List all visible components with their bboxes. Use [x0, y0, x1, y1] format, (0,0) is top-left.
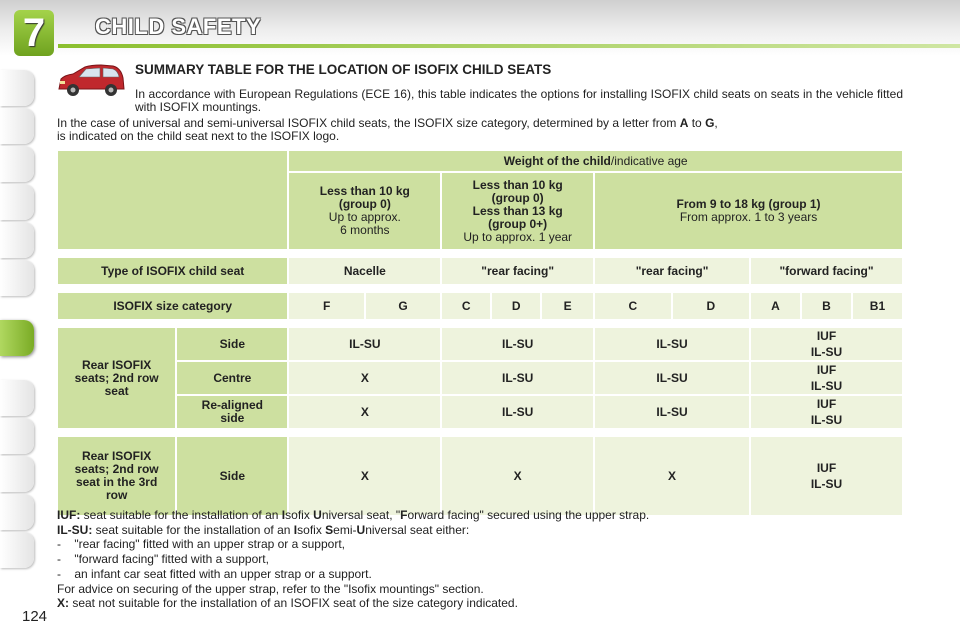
type-label: Type of ISOFIX child seat	[58, 258, 287, 284]
group-0plus-label-2: (group 0+)	[488, 216, 548, 231]
value-cell: IL-SU	[442, 396, 593, 428]
size-cell: A	[751, 293, 800, 319]
chapter-tab-11[interactable]	[0, 494, 34, 530]
intro-comma: ,	[714, 116, 718, 130]
isofix-summary-table	[56, 149, 904, 517]
chapter-tab-10[interactable]	[0, 456, 34, 492]
car-icon	[55, 62, 127, 100]
type-cell: "forward facing"	[751, 258, 902, 284]
legend-ilsu	[57, 523, 917, 538]
chapter-tab-12[interactable]	[0, 532, 34, 568]
seat-label-line: row	[105, 488, 128, 502]
rear-3rd-row-seat-label	[58, 437, 175, 515]
chapter-tab-2[interactable]	[0, 108, 34, 144]
legend-text: sofix	[285, 508, 314, 522]
value-cell: X	[289, 396, 440, 428]
seat-label-line: seats; 2nd row	[74, 462, 159, 476]
value-cell-iuf	[751, 362, 902, 394]
legend-text: seat not suitable for the installation of an ISOFIX seat of the size category indicated.	[69, 596, 518, 611]
size-cell: G	[366, 293, 440, 319]
rear-2nd-row-seat-label	[58, 328, 175, 428]
weight-header-rest: /indicative age	[610, 153, 688, 168]
group-0plus-label-1: (group 0)	[491, 190, 544, 205]
value-cell: IL-SU	[595, 362, 749, 394]
type-cell: "rear facing"	[595, 258, 749, 284]
group-1-weight: From 9 to 18 kg (group 1)	[676, 197, 821, 211]
chapter-tab-8[interactable]	[0, 380, 34, 416]
position-label-line: Re-aligned	[201, 398, 263, 412]
type-cell: Nacelle	[289, 258, 440, 284]
size-cell: C	[595, 293, 670, 319]
section-title: SUMMARY TABLE FOR THE LOCATION OF ISOFIX CHILD SEATS	[135, 62, 552, 77]
legend-text: niversal seat either:	[365, 522, 470, 537]
legend-text: seat suitable for the installation of an	[80, 508, 282, 522]
letter-to: G	[705, 116, 715, 130]
ilsu-value: IL-SU	[810, 345, 843, 359]
iuf-value: IUF	[816, 461, 837, 475]
legend-letter: I	[281, 508, 286, 522]
value-cell-iuf	[751, 328, 902, 360]
weight-header	[289, 151, 902, 171]
weight-header-bold: Weight of the child	[503, 153, 611, 168]
group-0-age-1: Up to approx.	[328, 210, 401, 224]
iuf-value: IUF	[816, 329, 837, 343]
position-label-line: side	[220, 411, 245, 425]
chapter-number: 7	[14, 10, 54, 56]
intro-text: In the case of universal and semi-universal ISOFIX child seats, the ISOFIX size category, determined by a letter from	[57, 116, 680, 130]
legend-bullet: - an infant car seat fitted with an upper strap or a support.	[57, 566, 372, 581]
chapter-tab-3[interactable]	[0, 146, 34, 182]
size-cell: F	[289, 293, 363, 319]
seat-label-line: seat	[104, 383, 129, 398]
size-cell: E	[542, 293, 593, 319]
group-0plus-weight-2: Less than 13 kg	[472, 203, 563, 218]
legend-advice: For advice on securing of the upper strap, refer to the "Isofix mountings" section.	[57, 581, 484, 596]
value-cell-iuf	[751, 396, 902, 428]
page-number: 124	[22, 608, 48, 625]
ilsu-value: IL-SU	[810, 413, 843, 427]
value-cell: X	[289, 362, 440, 394]
chapter-tab-4[interactable]	[0, 184, 34, 220]
iuf-value: IUF	[816, 363, 837, 377]
value-cell: X	[595, 437, 749, 515]
seat-label-line: seats; 2nd row	[74, 370, 159, 385]
legend-text: sofix	[297, 522, 326, 537]
legend-key: IUF:	[57, 508, 81, 522]
value-cell: X	[442, 437, 593, 515]
position-side: Side	[177, 437, 287, 515]
value-cell: IL-SU	[442, 362, 593, 394]
size-cell: D	[673, 293, 749, 319]
legend-key: IL-SU:	[57, 522, 93, 537]
intro-paragraph: In accordance with European Regulations (ECE 16), this table indicates the options for installing ISOFIX child seats on seats in the vehicle fitted with ISOFIX mountings.	[135, 87, 903, 114]
group-0plus-age: Up to approx. 1 year	[463, 229, 573, 244]
chapter-title: CHILD SAFETY	[95, 14, 262, 39]
position-realigned-side	[177, 396, 287, 428]
value-cell: IL-SU	[595, 328, 749, 360]
legend-iuf	[57, 508, 917, 523]
legend-letter: S	[325, 522, 334, 537]
ilsu-value: IL-SU	[810, 379, 843, 393]
letter-from: A	[679, 116, 689, 130]
chapter-tab-5[interactable]	[0, 222, 34, 258]
value-cell: IL-SU	[595, 396, 749, 428]
size-category-paragraph	[57, 117, 903, 143]
group-0-header	[289, 173, 440, 249]
group-0-label: (group 0)	[338, 197, 391, 211]
chapter-tab-7-active[interactable]	[0, 320, 34, 356]
group-1-age: From approx. 1 to 3 years	[679, 210, 818, 224]
position-side: Side	[177, 328, 287, 360]
legend-letter: I	[293, 522, 298, 537]
table-corner	[58, 151, 287, 249]
group-0plus-header	[442, 173, 593, 249]
legend	[57, 508, 917, 611]
chapter-tab-6[interactable]	[0, 260, 34, 296]
size-cell: C	[442, 293, 490, 319]
legend-letter: U	[313, 508, 322, 522]
type-cell: "rear facing"	[442, 258, 593, 284]
size-cell: D	[492, 293, 540, 319]
legend-letter: F	[400, 508, 408, 522]
chapter-tab-1[interactable]	[0, 70, 34, 106]
legend-bullet: - "forward facing" fitted with a support,	[57, 552, 269, 567]
legend-text: niversal seat, "	[321, 508, 401, 522]
size-label: ISOFIX size category	[58, 293, 287, 319]
intro-to-word: to	[688, 116, 706, 130]
legend-text: emi-	[333, 522, 357, 537]
legend-bullet: - "rear facing" fitted with an upper strap or a support,	[57, 537, 345, 552]
legend-text: seat suitable for the installation of an	[92, 522, 294, 537]
size-cell: B1	[853, 293, 902, 319]
chapter-tab-9[interactable]	[0, 418, 34, 454]
group-1-header	[595, 173, 902, 249]
value-cell-iuf	[751, 437, 902, 515]
seat-label-line: Rear ISOFIX	[81, 357, 152, 372]
seat-label-line: Rear ISOFIX	[81, 449, 152, 463]
legend-text: orward facing" secured using the upper strap.	[407, 508, 650, 522]
value-cell: IL-SU	[442, 328, 593, 360]
value-cell: X	[289, 437, 440, 515]
position-centre: Centre	[177, 362, 287, 394]
seat-label-line: seat in the 3rd	[75, 475, 158, 489]
group-0-weight: Less than 10 kg	[319, 184, 410, 198]
legend-letter: U	[356, 522, 366, 537]
intro-text-2: is indicated on the child seat next to the ISOFIX logo.	[57, 129, 340, 143]
iuf-value: IUF	[816, 397, 837, 411]
header-accent-line	[58, 44, 960, 48]
legend-x	[57, 596, 917, 611]
size-cell: B	[802, 293, 851, 319]
value-cell: IL-SU	[289, 328, 440, 360]
group-0plus-weight-1: Less than 10 kg	[472, 177, 563, 192]
group-0-age-2: 6 months	[340, 223, 390, 237]
ilsu-value: IL-SU	[810, 477, 843, 491]
legend-key: X:	[57, 596, 69, 611]
